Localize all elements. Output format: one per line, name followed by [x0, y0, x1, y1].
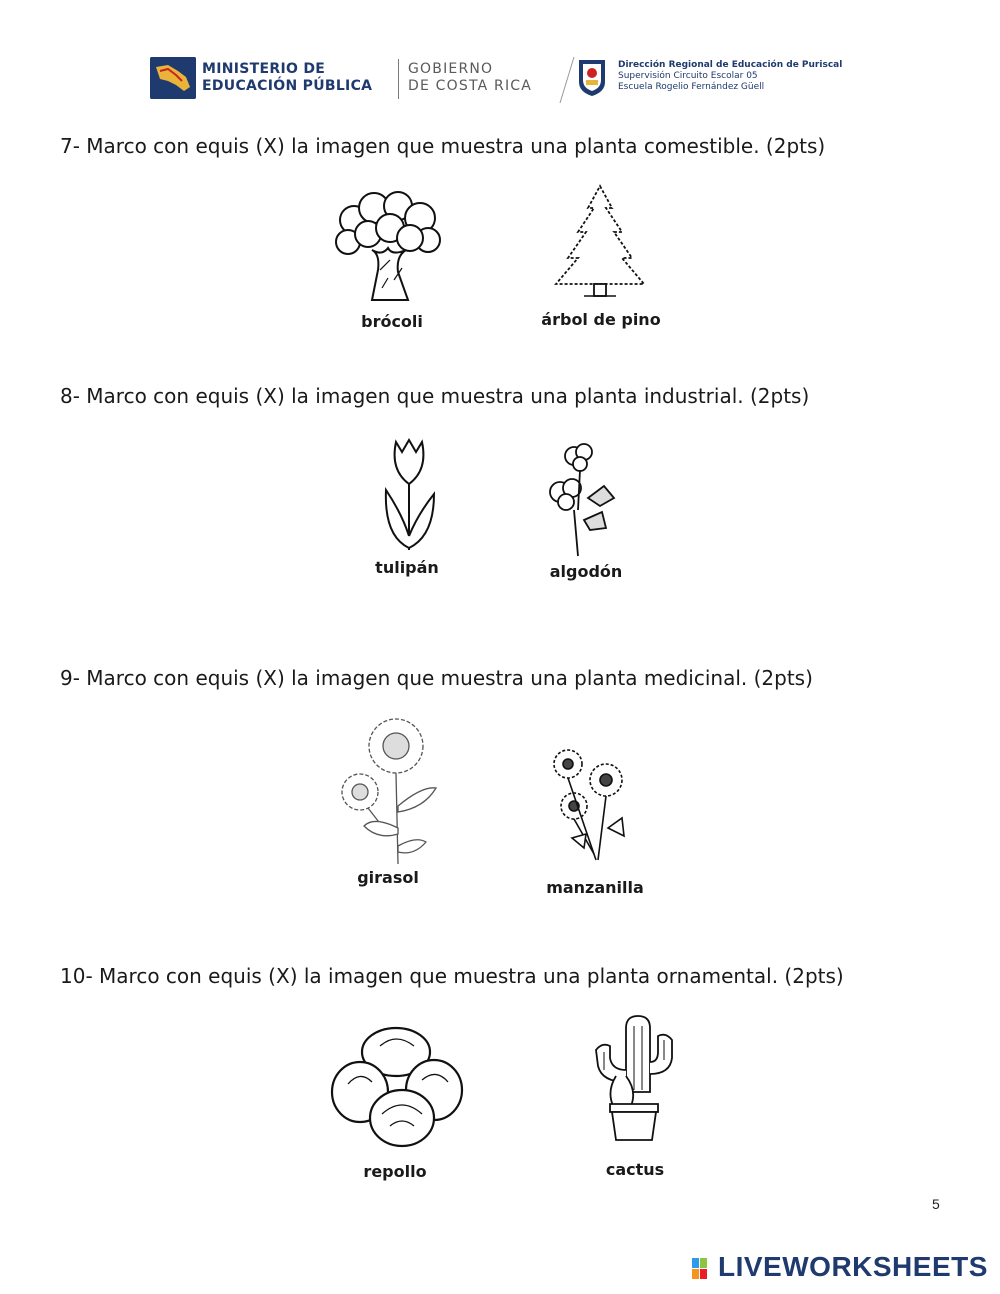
question-10-text: 10- Marco con equis (X) la imagen que muestra una planta ornamental. (2pts) [60, 964, 844, 988]
question-7-text: 7- Marco con equis (X) la imagen que muestra una planta comestible. (2pts) [60, 134, 826, 158]
cactus-image[interactable] [586, 1012, 682, 1146]
regional-direction-text: Dirección Regional de Educación de Puriscal Supervisión Circuito Escolar 05 Escuela Rogelio Fernández Güell [618, 60, 843, 92]
option-label-cactus: cactus [605, 1160, 665, 1179]
option-label-repollo: repollo [363, 1162, 427, 1181]
option-label-tulipan: tulipán [375, 558, 439, 577]
sunflower-image[interactable] [338, 716, 442, 866]
header-divider [398, 59, 399, 99]
option-label-manzanilla: manzanilla [546, 878, 644, 897]
option-label-brocoli: brócoli [361, 312, 423, 331]
cotton-plant-image[interactable] [544, 440, 622, 560]
tulip-image[interactable] [378, 436, 440, 556]
broccoli-image[interactable] [332, 190, 447, 310]
mep-title: MINISTERIO DE EDUCACIÓN PÚBLICA [202, 61, 373, 94]
gobierno-title: GOBIERNO DE COSTA RICA [408, 61, 533, 94]
liveworksheets-logo-icon [692, 1258, 716, 1280]
liveworksheets-brand[interactable]: LIVEWORKSHEETS [718, 1251, 988, 1282]
chamomile-image[interactable] [546, 744, 636, 864]
page-number: 5 [932, 1196, 940, 1212]
page-header [150, 55, 850, 105]
question-8-text: 8- Marco con equis (X) la imagen que muestra una planta industrial. (2pts) [60, 384, 810, 408]
option-label-algodon: algodón [549, 562, 623, 581]
cabbage-image[interactable] [330, 1022, 464, 1150]
header-slash-divider [558, 55, 576, 105]
school-shield-icon [577, 58, 607, 98]
costa-rica-map-logo [150, 57, 196, 99]
pine-tree-image[interactable] [550, 182, 650, 302]
option-label-arbol-de-pino: árbol de pino [541, 310, 661, 329]
option-label-girasol: girasol [357, 868, 419, 887]
question-9-text: 9- Marco con equis (X) la imagen que muestra una planta medicinal. (2pts) [60, 666, 813, 690]
